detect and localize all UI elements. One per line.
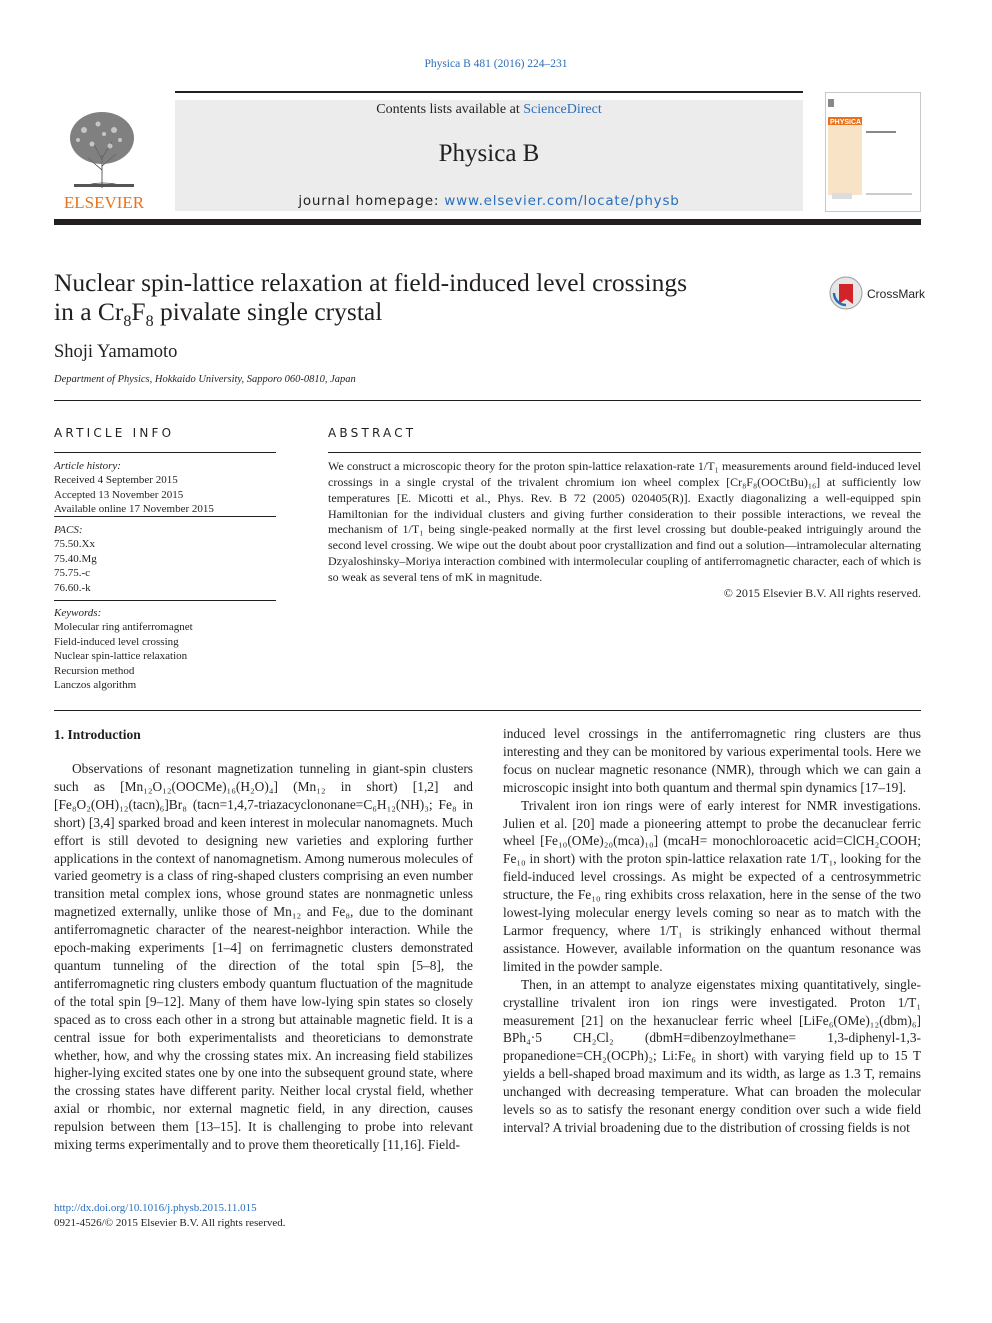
intro-paragraph: induced level crossings in the antiferromagnetic ring clusters are thus interesting and they can be monitored by various experimental tools. Here we focus on nuclear magnetic resonance (NMR), through which we can gain a microscopic insight into both quantum and thermal spin dynamics [17–19]. [503, 726, 921, 795]
article-info-heading: ARTICLE INFO [54, 426, 175, 440]
intro-paragraph: Then, in an attempt to analyze eigenstates mixing quantitatively, single-crystalline trivalent iron ion rings were investigated. Proton 1/T₁ measurement [21] on the hexanuclear ferric wheel [LiFe₆(OMe)₁₂(dbm)₆] BPh₄·5 CH₂Cl₂ (dbmH=dibenzoylmethane= 1,3-diphenyl-1,3-propanedione=CH₂(OCPh)₂; Li:Fe₆ in short) with varying field up to 15 T yields a bell-shaped broad maximum and its width, as large as 1.3 T, remains unchanged with decreasing temperature. What can broaden the molecular levels so as to satisfy the resonant energy condition over such a wide field interval? A trivial broadening due to the distribution of crossing fields is not [503, 976, 921, 1135]
title-rule [54, 400, 921, 401]
keyword-item: Nuclear spin-lattice relaxation [54, 650, 188, 663]
pacs-item: 76.60.-k [54, 581, 91, 594]
intro-paragraph: Trivalent iron ion rings were of early interest for NMR investigations. Julien et al. [20] made a pioneering attempt to probe the decanuclear ferric wheel [Fe₁₀(OMe)₂₀(mca)₁₀] (mcaH= monochloroacetic acid=ClCH₂COOH; Fe₁₀ in short) with the proton spin-lattice relaxation rate 1/T₁, looking for the field-induced level crossings. As might be expected of a centrosymmetric structure, the Fe₁₀ ring exhibits cross relaxation, here in the sense of the two lowest-lying molecular energy levels coming so near as to match with the Larmor frequency, where 1/T₁ is strikingly enhanced without thermal assistance. However, available information on the quantum resonance was limited in the powder sample. [503, 797, 921, 974]
keyword-item: Lanczos algorithm [54, 679, 137, 692]
pacs-item: 75.75.-c [54, 567, 91, 580]
affiliation: Department of Physics, Hokkaido University, Sapporo 060-0810, Japan [54, 374, 356, 385]
article-title: Nuclear spin-lattice relaxation at field-induced level crossings in a $Cr_8F_8$ pivalate single crystal [54, 268, 688, 331]
pacs-item: 75.40.Mg [54, 552, 97, 565]
elsevier-logo[interactable] [54, 100, 154, 212]
abstract-copyright: © 2015 Elsevier B.V. All rights reserved. [723, 585, 921, 600]
cover-title: PHYSICA [830, 119, 862, 126]
history-received: Received 4 September 2015 [54, 474, 178, 487]
crossmark-label: CrossMark [867, 287, 925, 301]
doi-link[interactable]: http://dx.doi.org/10.1016/j.physb.2015.11.015 [54, 1202, 257, 1214]
article-history: Article history: Received 4 September 2015 Accepted 13 November 2015 Available online 17 November 2015 [54, 459, 276, 517]
crossmark-badge[interactable] [829, 276, 925, 312]
body-column-right [503, 725, 921, 1137]
header-rule [175, 91, 803, 93]
section-heading-introduction: 1. Introduction [54, 727, 141, 742]
abstract-text: We construct a microscopic theory for the proton spin-lattice relaxation-rate 1/T₁ measurements around field-induced level crossings in a single crystal of the trivalent chromium ion wheel complex [Cr₈F₈(OOCtBu)₁₆] at sufficiently low temperatures [E. Micotti et al., Phys. Rev. B 72 (2005) 020405(R)]. Exactly diagonalizing a well-equipped spin Hamiltonian for the individual clusters and giving further consideration to their possible interactions, we reveal the mechanism of 1/T₁ being single-peaked normally at the first level crossing but double-peaked intriguingly around the second level crossing. We wipe out the doubt about poor crystallization and find out a solution—intramolecular alternating Dzyaloshinsky–Moriya interaction combined with intermolecular coupling of antiferromagnetic character, each of which is so weak as several tens of mK in magnitude. [328, 459, 921, 584]
journal-title: Physica B [438, 140, 540, 167]
abstract-heading: ABSTRACT [328, 426, 417, 440]
history-rule [54, 516, 276, 517]
intro-paragraph: Observations of resonant magnetization tunneling in giant-spin clusters such as [Mn₁₂O₁₂(OOCMe)₁₆(H₂O)₄] (Mn₁₂ in short) [1,2] and [Fe₈O₂(OH)₁₂(tacn)₆]Br₈ (tacn=1,4,7-triazacyclononane=C₆H₁₂(NH)₃; Fe₈ in short) [3,4] sparked broad and keen interest in molecular nanomagnets. Much effort is still devoted to designing new varieties and exploring further applications in the context of nanomagnetism. Among numerous molecules of varied geometry is a class of ring-shaped clusters comprising an even number transition metal complex ions, whose ground states are nonmagnetic unless magnetized externally, unlike those of Mn₁₂ and Fe₈, due to the dominant antiferromagnetic character of the nearest-neighbor interaction. While the epoch-making experiments [1–4] on ferrimagnetic clusters demonstrated quantum tunneling of the direction of the total spin [5–8], the antiferromagnetic ring clusters embody quantum fluctuation of the magnitude of the total spin [9–12]. Many of them have low-lying spin states so closely spaced as to cross each other in a strong but attainable magnetic field. It is a central issue for both experimentalists and theoreticians to demonstrate whether, how, and why the crossing states mix. An increasing field stabilizes higher-lying excited states one by one into the subsequent ground state, where the crossing states have different parity. Neither local crystal field, whether axial or rhombic, nor external magnetic field, in any direction, causes repulsion between them [13–15]. It is challenging to probe into relevant mixing terms experimentally and to prove them theoretically [11,16]. Field- [54, 761, 473, 1153]
keyword-item: Recursion method [54, 664, 135, 677]
elsevier-wordmark: ELSEVIER [63, 193, 145, 212]
pacs-list: PACS: 75.50.Xx 75.40.Mg 75.75.-c 76.60.-k [54, 523, 276, 595]
pacs-rule [54, 600, 276, 601]
crossmark-icon [829, 276, 925, 312]
homepage-link[interactable]: www.elsevier.com/locate/physb [444, 193, 680, 209]
page-footer [54, 1201, 286, 1231]
elsevier-tree-icon [54, 100, 154, 212]
history-accepted: Accepted 13 November 2015 [54, 488, 184, 501]
header-thick-rule [54, 219, 921, 225]
body-column-left [54, 760, 473, 1154]
keyword-item: Molecular ring antiferromagnet [54, 621, 193, 634]
journal-citation[interactable]: Physica B 481 (2016) 224–231 [424, 58, 568, 70]
author-name[interactable]: Shoji Yamamoto [54, 342, 178, 362]
journal-banner [175, 100, 803, 211]
sciencedirect-link[interactable]: ScienceDirect [523, 102, 602, 117]
abstract-body [328, 459, 921, 602]
journal-cover-thumbnail[interactable] [825, 92, 921, 212]
keywords-list: Keywords: Molecular ring antiferromagnet Field-induced level crossing Nuclear spin-lattice relaxation Recursion method Lanczos algorithm [54, 606, 276, 692]
abstract-rule [328, 452, 921, 453]
keyword-item: Field-induced level crossing [54, 635, 179, 648]
journal-cover-image [826, 93, 920, 211]
abstract-bottom-rule [54, 710, 921, 711]
issn-copyright: 0921-4526/© 2015 Elsevier B.V. All rights reserved. [54, 1217, 286, 1229]
journal-homepage: journal homepage: www.elsevier.com/locate/physb [298, 193, 680, 209]
article-info-rule [54, 452, 276, 453]
contents-availability: Contents lists available at ScienceDirect [376, 102, 602, 117]
pacs-item: 75.50.Xx [54, 538, 95, 551]
history-online: Available online 17 November 2015 [54, 503, 214, 516]
